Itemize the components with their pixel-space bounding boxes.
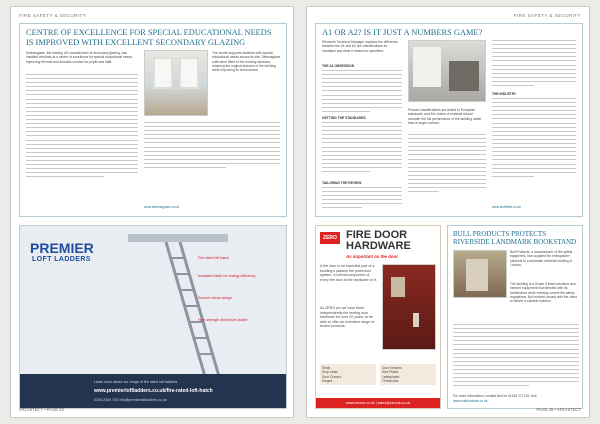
body-column-3 [492, 40, 576, 89]
premier-brand: PREMIER [30, 240, 94, 256]
loft-ladders-subbrand: LOFT LADDERS [32, 256, 91, 263]
body-column-2 [408, 134, 486, 195]
ad-callout-2: Insulated hatch for energy efficiency [198, 274, 256, 278]
ad-tagline: As important as the door [346, 254, 398, 259]
list-item: Kick Plates [382, 370, 399, 375]
landmark-photo [453, 250, 507, 298]
fire-door-photo [382, 264, 436, 350]
article-intro: Elements Technical Manager explains the difference between the A1 and A2 fire classifications for insulation and what it means for specifiers. [322, 40, 400, 53]
ad-callout-3: Secure robust design [198, 296, 232, 300]
section-header-left: FIRE SAFETY & SECURITY [19, 13, 87, 18]
article-secondary-glazing [19, 23, 287, 217]
article-body: Product classifications are tested to European standards, and the choice of material should consider the full performance of the building rather than a single number. [408, 108, 483, 125]
list-item: Hinges [322, 378, 333, 383]
article-a1-a2 [315, 23, 583, 217]
article-body-column-2 [144, 122, 280, 171]
ad-title-line1: FIRE DOOR [346, 229, 408, 241]
ad-url[interactable]: www.premierloftladders.co.uk/fire-rated-loft-hatch [94, 388, 213, 394]
zero-logo: ZERO [320, 232, 340, 244]
list-item: Drop seals [322, 370, 338, 375]
body-column-1 [322, 70, 402, 115]
ad-callout-1: Fire rated loft hatch [198, 256, 229, 260]
article-title: BULL PRODUCTS PROTECTS RIVERSIDE LANDMARK BOOKSTAND [453, 230, 577, 246]
ad-title-line2: HARDWARE [346, 240, 411, 252]
article-body-lines [453, 324, 579, 390]
left-page [10, 6, 294, 418]
list-item: Door Closers [322, 374, 342, 379]
fire-door-hardware-ad [315, 225, 441, 409]
article-web-link[interactable]: www.selectaglaze.co.uk [144, 205, 180, 209]
subheading-4: TAILORING THE REVIEW [322, 181, 362, 185]
body-column-1b [322, 122, 402, 175]
article-web-link[interactable]: www.bullproducts.co.uk [453, 399, 488, 403]
interior-photo [408, 40, 486, 102]
hardware-list-2 [380, 364, 436, 385]
body-column-3b [492, 98, 576, 180]
section-header-right: FIRE SAFETY & SECURITY [513, 13, 581, 18]
footer-left: ARCHITECT • PAGE 46 [19, 407, 64, 412]
ad-paragraph-2: As ZERO plc we have been independently fire testing door hardware for over 20 years, to be able to offer an extensive range of tested products. [320, 306, 376, 329]
ad-callout-4: High strength aluminium ladder [198, 318, 248, 322]
right-page [306, 6, 590, 418]
ad-caption: Learn more about our range of fire rated loft hatches [94, 380, 178, 384]
article-title: A1 OR A2? IS IT JUST A NUMBERS GAME? [322, 28, 483, 37]
loft-ladder-illustration [108, 232, 258, 382]
list-item: Letterplates [382, 374, 400, 379]
article-title: CENTRE OF EXCELLENCE FOR SPECIAL EDUCATIONAL NEEDS IS IMPROVED WITH EXCELLENT SECONDARY GLAZING [26, 28, 272, 47]
ad-paragraph-1: A fire door is an essential part of a building's passive fire protection system. A critical component of every fire door is the hardware on it. [320, 264, 378, 282]
article-contact: For more information, contact Bull on 01432 271728, visit [453, 394, 537, 398]
ad-phone: 0345 2000 705 info@premierloftladders.co.uk [94, 398, 167, 402]
footer-right: PAGE 49 • ARCHITECT [536, 407, 581, 412]
article-intro: Selectaglaze, the leading UK manufacturer of secondary glazing, has installed windows at a centre of excellence for special educational needs, improving thermal and acoustic comfort for pupils and staff. [26, 51, 134, 64]
subheading-2: GETTING THE STANDARDS [322, 116, 366, 120]
classroom-photo [144, 50, 208, 116]
subheading-3: THE INDUSTRY [492, 92, 517, 96]
article-web-link[interactable]: www.sheffield.co.uk [492, 205, 521, 209]
list-item: Thresholds [382, 378, 399, 383]
article-body: The centre supports students with special educational needs across its site. Selectaglaze units were fitted to the existing windows, retaining the original features of the building while improving its environment. [212, 51, 282, 73]
ad-contact-bar[interactable]: www.zerouk.co.uk | sales@zerouk.co.uk [316, 398, 440, 408]
article-bull-products [447, 225, 583, 409]
body-column-1c [322, 187, 402, 212]
article-body-text [26, 74, 138, 180]
list-item: Door Viewers [382, 366, 402, 370]
article-intro: Bull Products, a manufacturer of fire safety equipment, has supplied fire extinguisher cabinets to a landmark riverside building in London. [510, 250, 574, 267]
premier-loft-ladders-ad [19, 225, 287, 409]
list-item: Seals [322, 366, 331, 370]
subheading-1: THE A1 OBSESSION [322, 64, 355, 68]
article-body: The building is a Grade II listed structure and needed equipment that blended with its architecture while meeting current fire safety regulations. Bull worked closely with the client to deliver a suitable solution. [510, 282, 578, 304]
hardware-list-1 [320, 364, 376, 385]
